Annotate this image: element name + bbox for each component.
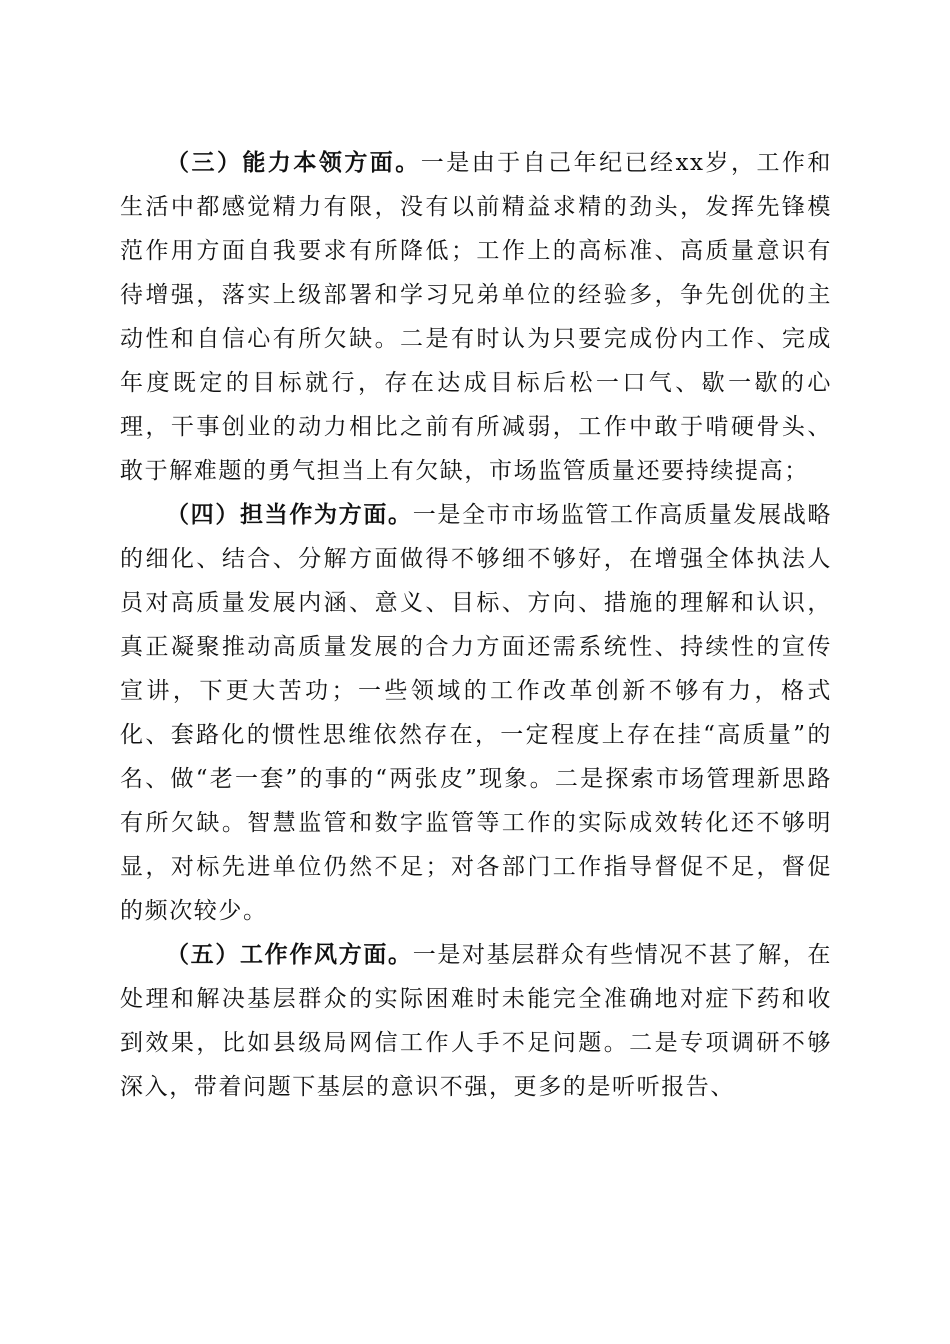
section-heading-responsibility: （四）担当作为方面。 [166,501,413,528]
section-text-ability: 一是由于自己年纪已经xx岁，工作和生活中都感觉精力有限，没有以前精益求精的劲头，发挥先锋模范作用方面自我要求有所降低；工作上的高标准、高质量意识有待增强，落实上级部署和学习兄弟单位的经验多，争先创优的主动性和自信心有所欠缺。二是有时认为只要完成份内工作、完成年度既定的目标就行，存在达成目标后松一口气、歇一歇的心理，干事创业的动力相比之前有所减弱，工作中敢于啃硬骨头、敢于解难题的勇气担当上有欠缺，市场监管质量还要持续提高； [120,150,832,484]
section-heading-ability: （三）能力本领方面。 [166,149,421,176]
paragraph-responsibility [120,493,832,933]
section-text-responsibility: 一是全市市场监管工作高质量发展战略的细化、结合、分解方面做得不够细不够好，在增强全体执法人员对高质量发展内涵、意义、目标、方向、措施的理解和认识，真正凝聚推动高质量发展的合力方面还需系统性、持续性的宣传宣讲，下更大苦功；一些领域的工作改革创新不够有力，格式化、套路化的惯性思维依然存在，一定程度上存在挂“高质量”的名、做“老一套”的事的“两张皮”现象。二是探索市场管理新思路有所欠缺。智慧监管和数字监管等工作的实际成效转化还不够明显，对标先进单位仍然不足；对各部门工作指导督促不足，督促的频次较少。 [120,502,833,924]
document-body [120,141,832,1109]
section-heading-work-style: （五）工作作风方面。 [166,941,413,968]
paragraph-work-style [120,933,832,1109]
paragraph-ability [120,141,832,493]
section-text-work-style: 一是对基层群众有些情况不甚了解，在处理和解决基层群众的实际困难时未能完全准确地对症下药和收到效果，比如县级局网信工作人手不足问题。二是专项调研不够深入，带着问题下基层的意识不强，更多的是听听报告、 [120,942,833,1100]
